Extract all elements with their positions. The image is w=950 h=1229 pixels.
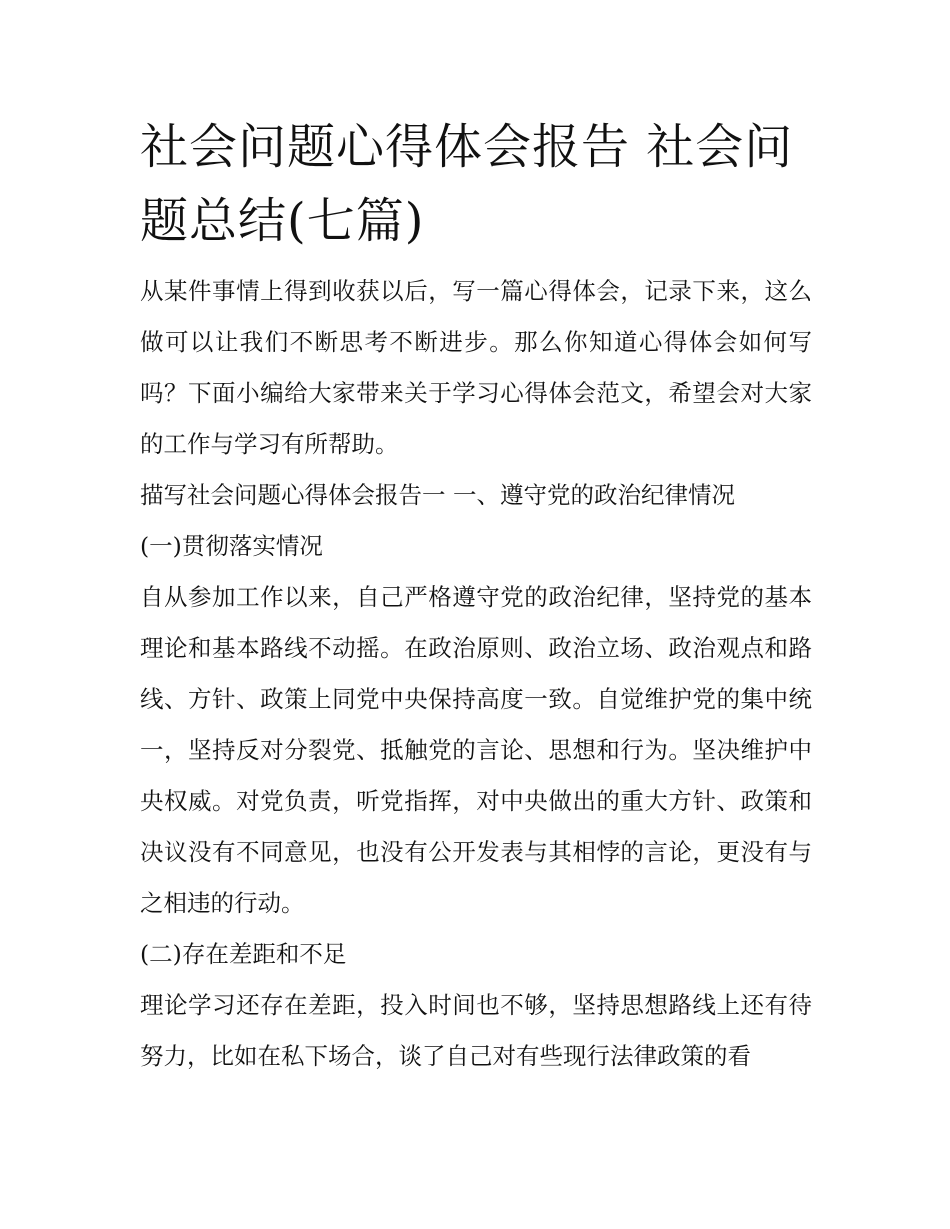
- document-title: 社会问题心得体会报告 社会问题总结(七篇): [140, 119, 794, 249]
- body-paragraph: 自从参加工作以来，自己严格遵守党的政治纪律，坚持党的基本理论和基本路线不动摇。在政治原则、政治立场、政治观点和路线、方针、政策上同党中央保持高度一致。自觉维护党的集中统一，坚持反对分裂党、抵触党的言论、思想和行为。坚决维护中央权威。对党负责，听党指挥，对中央做出的重大方针、政策和决议没有不同意见，也没有公开发表与其相悖的言论，更没有与之相违的行动。: [140, 583, 812, 917]
- subsection-heading: (一)贯彻落实情况: [140, 532, 323, 560]
- body-paragraph: 理论学习还存在差距，投入时间也不够，坚持思想路线上还有待努力，比如在私下场合，谈了自己对有些现行法律政策的看: [140, 991, 812, 1070]
- subsection-heading: (二)存在差距和不足: [140, 940, 347, 968]
- intro-paragraph: 从某件事情上得到收获以后，写一篇心得体会，记录下来，这么做可以让我们不断思考不断进步。那么你知道心得体会如何写吗？下面小编给大家带来关于学习心得体会范文，希望会对大家的工作与学习有所帮助。: [140, 277, 812, 458]
- section-heading: 描写社会问题心得体会报告一 一、遵守党的政治纪律情况: [140, 481, 735, 509]
- document-body: [140, 110, 812, 1082]
